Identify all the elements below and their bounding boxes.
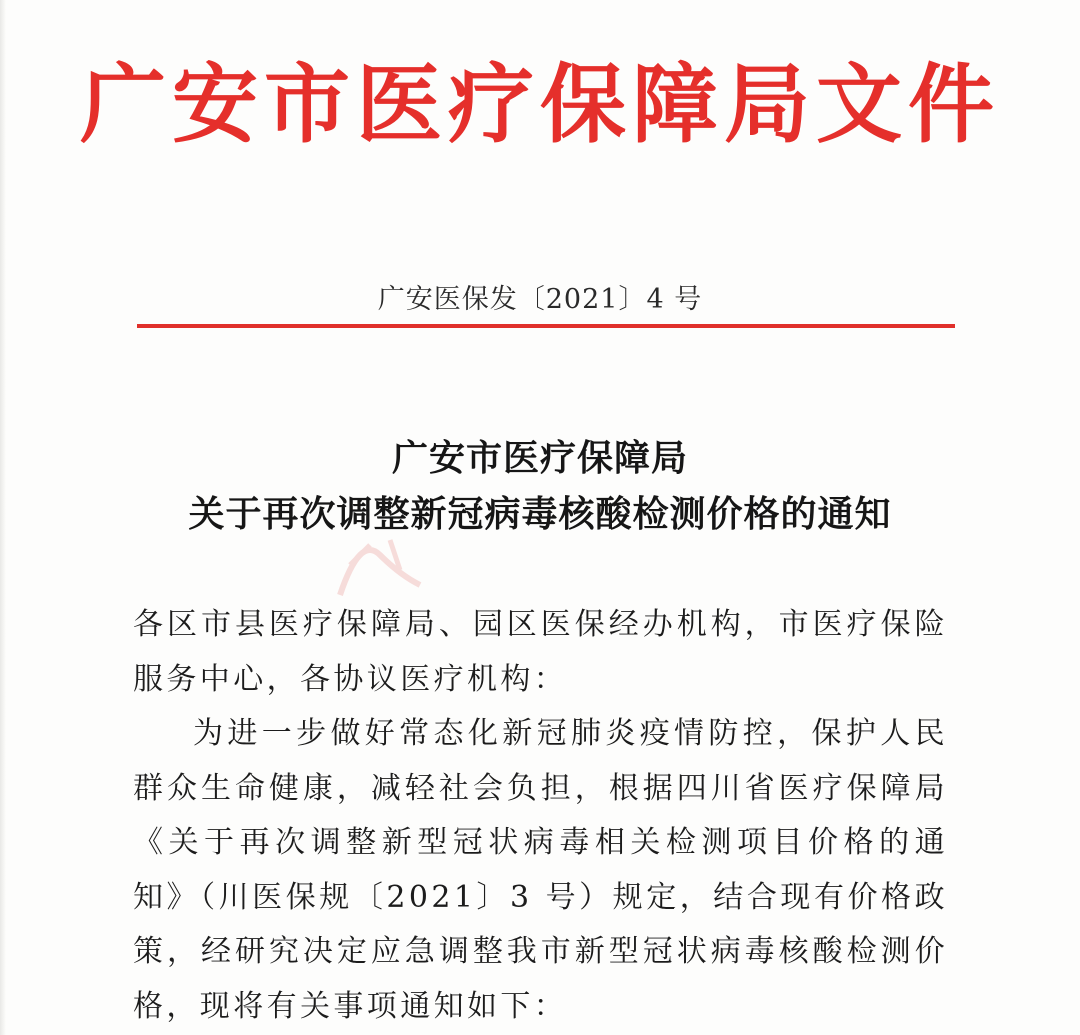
notice-title-line-1: 广安市医疗保障局 <box>391 437 688 479</box>
body-paragraph-1: 为进一步做好常态化新冠肺炎疫情防控，保护人民群众生命健康，减轻社会负担，根据四川省医疗保障局《关于再次调整新型冠状病毒相关检测项目价格的通知》（川医保规〔2021〕3 号）规定，结合现有价格政策，经研究决定应急调整我市新型冠状病毒核酸检测价格，现将有关事项通知如下： <box>133 716 948 1024</box>
addressee-paragraph: 各区市县医疗保障局、园区医保经办机构，市医疗保险服务中心，各协议医疗机构： <box>133 607 948 697</box>
document-number: 广安医保发〔2021〕4 号 <box>377 284 703 315</box>
notice-title-line-2: 关于再次调整新冠病毒核酸检测价格的通知 <box>188 493 892 535</box>
notice-body <box>133 598 948 1034</box>
red-separator-line <box>137 324 955 328</box>
document-header-title: 广安市医疗保障局文件 <box>80 54 1000 155</box>
faint-seal-stamp-icon <box>320 525 440 605</box>
